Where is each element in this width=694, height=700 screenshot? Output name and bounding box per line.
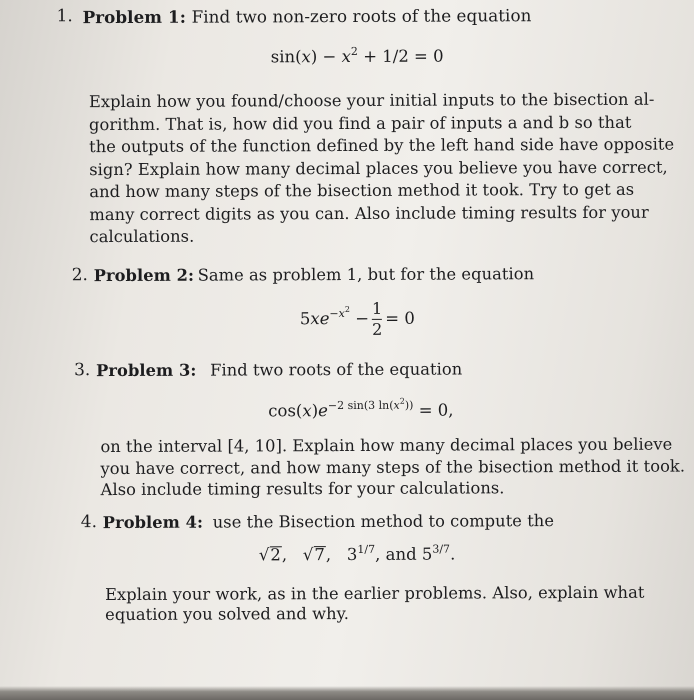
equation-3: $\cos(x)e^{-2 sin(3 ln(x^2))} = 0$, bbox=[268, 396, 454, 421]
problem-heading: Problem 2: bbox=[93, 265, 195, 286]
explanation-line: calculations. bbox=[89, 226, 195, 247]
problem-1 bbox=[0, 0, 692, 247]
explanation-line: and how many steps of the bisection method it took. Try to get as bbox=[89, 179, 635, 202]
problem-intro: Same as problem 1, but for the equation bbox=[197, 264, 535, 285]
problem-heading: Problem 1: bbox=[82, 6, 187, 28]
explanation-line: equation you solved and why. bbox=[105, 603, 349, 625]
explanation-line: on the interval [4, 10]. Explain how many decimal places you believe bbox=[100, 434, 673, 457]
problem-number: 1. bbox=[56, 6, 73, 27]
explanation-line: Explain how you found/choose your initial inputs to the bisection al- bbox=[88, 89, 655, 112]
problem-heading: Problem 4: bbox=[102, 512, 204, 533]
explanation-line: you have correct, and how many steps of the bisection method it took. bbox=[100, 456, 686, 479]
explanation-line: Also include timing results for your calculations. bbox=[100, 478, 505, 500]
explanation-line: sign? Explain how many decimal places you believe you have correct, bbox=[89, 157, 668, 180]
problem-intro: use the Bisection method to compute the bbox=[212, 511, 555, 532]
problem-number: 3. bbox=[74, 360, 91, 381]
equation-2: $5xe^{-x^2}$ − $\frac{1}{2}$ = 0 bbox=[299, 298, 415, 339]
problem-number: 4. bbox=[80, 512, 98, 533]
explanation-line: Explain your work, as in the earlier problems. Also, explain what bbox=[105, 582, 645, 605]
page-bottom-shadow bbox=[0, 686, 694, 700]
problem-intro: Find two roots of the equation bbox=[210, 359, 463, 380]
problem-heading: Problem 3: bbox=[96, 360, 197, 381]
equation-4: √2, √7, $3^{1/7}$, and $5^{3/7}$. bbox=[258, 542, 456, 565]
explanation-line: many correct digits as you can. Also include timing results for your bbox=[89, 202, 649, 225]
problem-number: 2. bbox=[71, 265, 88, 286]
problem-intro: Find two non-zero roots of the equation bbox=[191, 5, 532, 27]
explanation-line: gorithm. That is, how did you find a pair of inputs a and b so that bbox=[88, 112, 632, 135]
equation-1: $\sin(x) - x^2 + 1/2 = 0$ bbox=[270, 44, 444, 67]
explanation-line: the outputs of the function defined by the left hand side have opposite bbox=[89, 134, 675, 157]
